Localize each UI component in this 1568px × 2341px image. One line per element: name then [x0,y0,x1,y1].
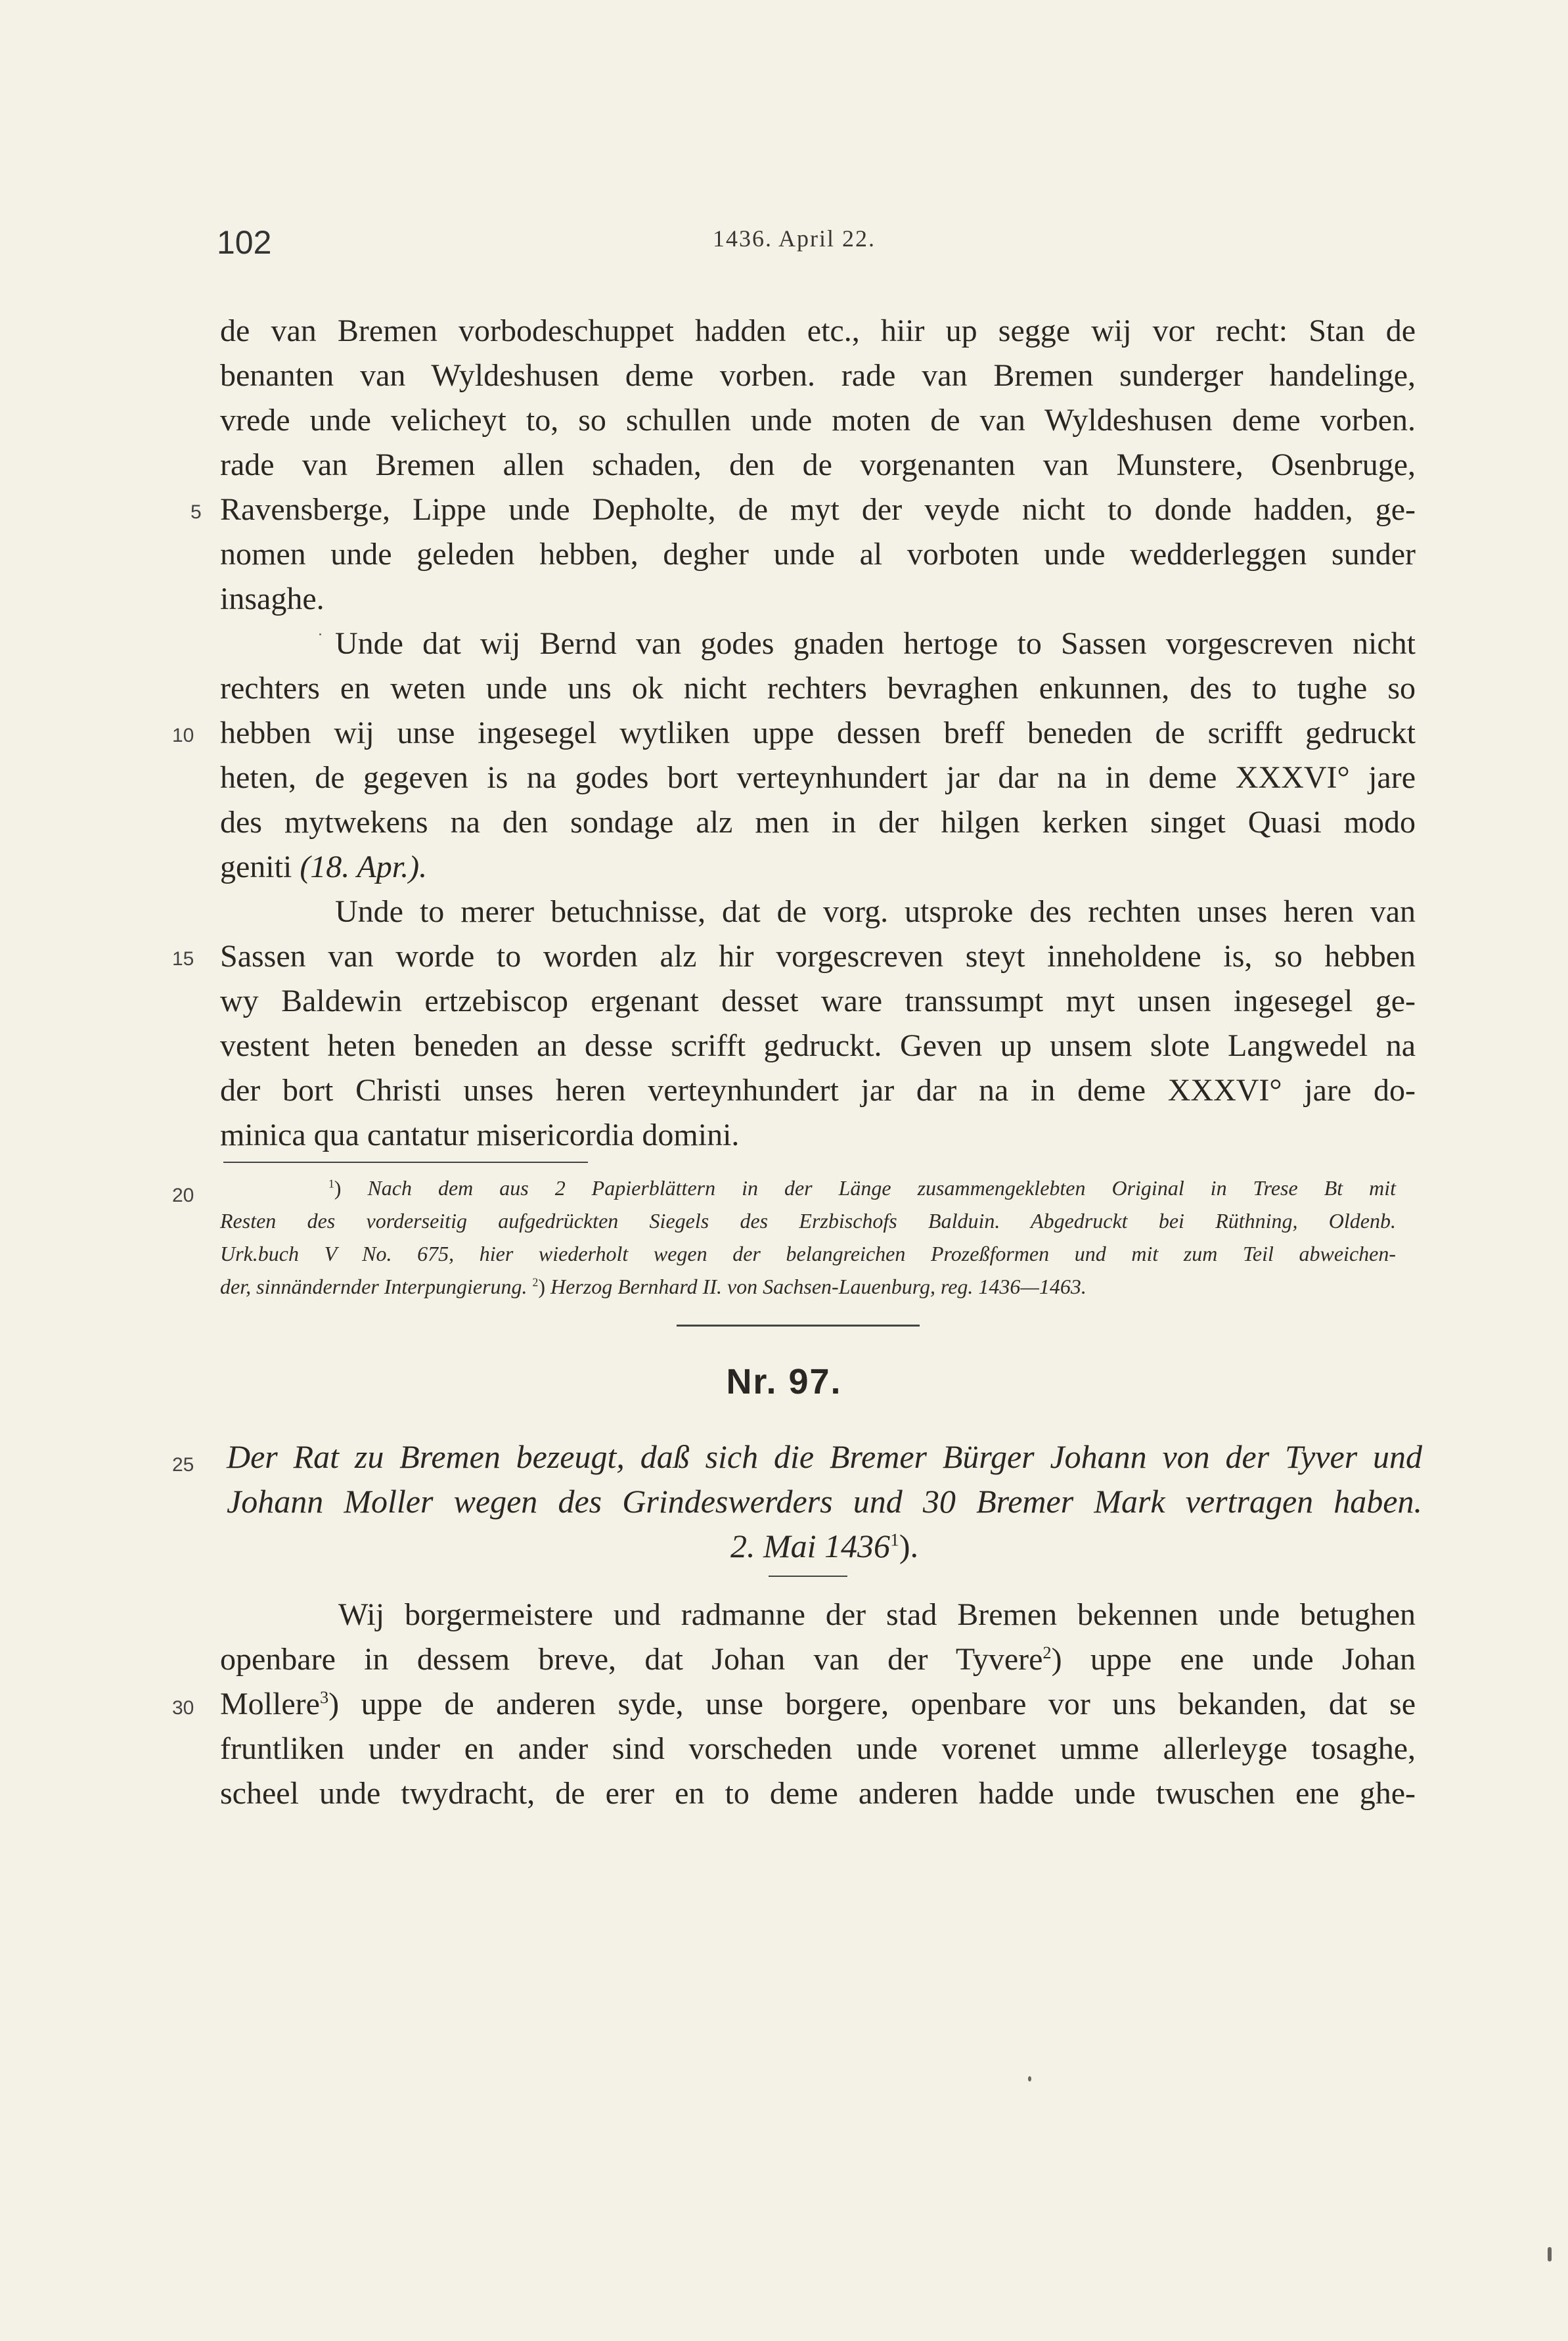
text-line: der bort Christi unses heren verteynhundert jar dar na in deme XXXVI° jare do- [220,1073,1416,1108]
separator-rule [677,1325,920,1327]
footnote-marker: 3 [319,1687,329,1707]
text-line: wy Baldewin ertzebiscop ergenant desset ware transsumpt myt unsen ingesegel ge- [220,984,1416,1018]
footnote-marker: 2 [532,1275,539,1289]
regest-line: Johann Moller wegen des Grindeswerders und 30 Bremer Mark vertragen haben. [227,1483,1422,1520]
text-line: rechters en weten unde uns ok nicht rechters bevraghen enkunnen, des to tughe so [220,671,1416,706]
text-line: fruntliken under en ander sind vorscheden unde vorenet umme allerleyge tosaghe, [220,1731,1416,1766]
text-line [220,1644,1416,1675]
line-number: 20 [172,1185,194,1206]
text-line: vestent heten beneden an desse scrifft gedruckt. Geven up unsem slote Langwedel na [220,1028,1416,1063]
regest-line: Der Rat zu Bremen bezeugt, daß sich die Bremer Bürger Johann von der Tyver und [227,1438,1422,1475]
text-fragment: Mollere [220,1687,320,1721]
text-line: vrede unde velicheyt to, so schullen unde moten de van Wyldeshusen deme vorben. [220,403,1416,438]
text-line: de van Bremen vorbodeschuppet hadden etc., hiir up segge wij vor recht: Stan de [220,313,1416,348]
page-number: 102 [217,224,272,261]
paper-speck [1548,2247,1552,2261]
footnote-line: $^1$) Nach dem aus 2 Papierblättern in der Länge zusammengeklebten Original in Trese Bt mit [328,1176,1397,1200]
footnote-marker: 1 [328,1177,334,1191]
text-fragment: geniti [220,850,292,884]
text-line: insaghe. [220,581,325,616]
line-number: 30 [172,1697,194,1719]
text-line [220,1689,1416,1720]
footnote-line: der, sinnändernder Interpungierung. $^2$) Herzog Bernhard II. von Sachsen-Lauenburg, reg. 1436—1463. [220,1275,1086,1298]
footnote-rule [223,1162,588,1163]
regest-rule [769,1576,847,1577]
text-line [220,852,427,883]
text-line: scheel unde twydracht, de erer en to deme anderen hadde unde twuschen ene ghe- [220,1776,1416,1811]
text-line: benanten van Wyldeshusen deme vorben. rade van Bremen sunderger handelinge, [220,358,1416,393]
text-line: nomen unde geleden hebben, degher unde al vorboten unde wedderleggen sunder [220,537,1416,572]
line-number: 15 [172,948,194,970]
date-annotation: (18. Apr.). [300,850,428,884]
line-number: 10 [172,725,194,746]
footnote-text: Herzog Bernhard II. von Sachsen-Lauenburg, reg. 1436—1463. [550,1275,1086,1298]
footnote-text: der, sinnändernder Interpungierung. [220,1275,527,1298]
paper-speck [1028,2076,1031,2081]
paper-speck [319,633,321,635]
document-number: Nr. 97. [726,1362,842,1401]
text-fragment: ) uppe de anderen syde, unse borgere, openbare vor uns bekanden, dat se [328,1687,1416,1721]
text-line: Sassen van worde to worden alz hir vorgescreven steyt inneholdene is, so hebben [220,939,1416,974]
text-fragment: ) uppe ene unde Johan [1051,1642,1416,1677]
text-line: Unde to merer betuchnisse, dat de vorg. utsproke des rechten unses heren van [335,894,1416,929]
text-line: Wij borgermeistere und radmanne der stad Bremen bekennen unde betughen [338,1597,1416,1632]
line-number: 5 [190,501,202,523]
regest-date [227,1527,1422,1565]
footnote-marker: 1 [890,1529,899,1550]
footnote-line: Urk.buch V No. 675, hier wiederholt wegen der belangreichen Prozeßformen und mit zum Teil abweichen- [220,1242,1396,1265]
footnote-marker: 2 [1042,1643,1052,1662]
running-head: 1436. April 22. [713,225,876,252]
text-line: hebben wij unse ingesegel wytliken uppe dessen breff beneden de scrifft gedruckt [220,716,1416,750]
text-line: Ravensberge, Lippe unde Depholte, de myt der veyde nicht to donde hadden, ge- [220,492,1416,527]
text-line: heten, de gegeven is na godes bort verteynhundert jar dar na in deme XXXVI° jare [220,760,1416,795]
line-number: 25 [172,1454,194,1476]
footnote-line: Resten des vorderseitig aufgedrückten Siegels des Erzbischofs Balduin. Abgedruckt bei Rüthning, Oldenb. [220,1209,1396,1233]
footnote-text: Nach dem aus 2 Papierblättern in der Länge zusammengeklebten Original in Trese Bt mit [367,1176,1397,1200]
text-line: rade van Bremen allen schaden, den de vorgenanten van Munstere, Osenbruge, [220,447,1416,482]
regest-date-text: 2. Mai 1436 [730,1528,891,1564]
text-line: Unde dat wij Bernd van godes gnaden hertoge to Sassen vorgescreven nicht [335,626,1416,661]
text-fragment: openbare in dessem breve, dat Johan van der Tyvere [220,1642,1043,1677]
regest-date-close: ). [899,1528,918,1564]
text-line: des mytwekens na den sondage alz men in der hilgen kerken singet Quasi modo [220,805,1416,840]
text-line: minica qua cantatur misericordia domini. [220,1118,740,1152]
